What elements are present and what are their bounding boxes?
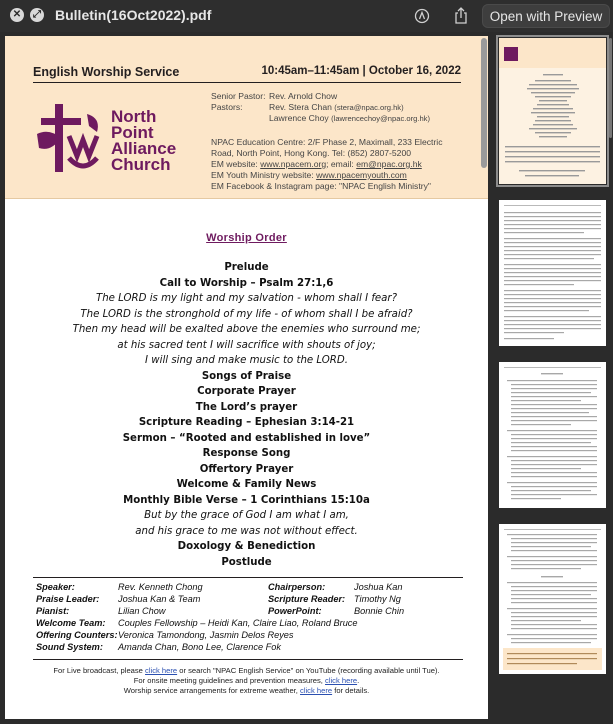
pastor-name: Lawrence Choy xyxy=(269,113,329,123)
broadcast-link[interactable]: click here xyxy=(145,666,178,675)
worship-order-item: Prelude xyxy=(224,262,269,273)
worship-order-item: The Lord’s prayer xyxy=(195,401,298,413)
worship-order-item: Postlude xyxy=(221,556,272,568)
pastor-name: Rev. Stera Chan xyxy=(269,102,332,112)
pastors-block xyxy=(211,91,430,124)
scripture-verse-line: But by the grace of God I am what I am, xyxy=(144,510,349,521)
em-email-link[interactable]: em@npac.org.hk xyxy=(356,159,422,169)
church-name-line: Alliance xyxy=(111,139,177,158)
guidelines-link[interactable]: click here xyxy=(325,676,358,686)
worship-order-list xyxy=(5,260,488,570)
role-value: Bonnie Chin xyxy=(354,606,405,616)
scripture-verse-line: The LORD is the stronghold of my life - of whom shall I be afraid? xyxy=(80,308,413,320)
em-website-line: EM website: www.npacem.org; email: em@npac.org.hk xyxy=(211,159,422,169)
em-website-link[interactable]: www.npacem.org xyxy=(260,159,327,169)
service-time: 10:45am–11:45am | October 16, 2022 xyxy=(261,65,461,77)
worship-order-item: Doxology & Benediction xyxy=(177,541,316,552)
title-bar xyxy=(0,0,613,32)
worship-order-item: Sermon – “Rooted and established in love” xyxy=(122,432,371,444)
thumbnail-content xyxy=(499,200,606,346)
church-info xyxy=(211,137,443,192)
youth-website-line: EM Youth Ministry website: www.npacemyouth.com xyxy=(211,170,407,180)
church-name-line: Point xyxy=(111,123,154,142)
worship-order-item: Scripture Reading – Ephesian 3:14-21 xyxy=(138,417,355,428)
worship-order-item: Call to Worship – Psalm 27:1,6 xyxy=(159,277,334,289)
worship-order-item: Offertory Prayer xyxy=(199,463,294,475)
header-divider xyxy=(33,82,461,83)
worship-order-item: Corporate Prayer xyxy=(197,386,296,397)
youth-website-link[interactable]: www.npacemyouth.com xyxy=(316,170,407,180)
worship-order-item: Welcome & Family News xyxy=(176,479,317,490)
service-title: English Worship Service xyxy=(33,65,180,79)
page-thumbnail-2[interactable] xyxy=(499,200,606,346)
share-icon[interactable] xyxy=(451,6,471,26)
role-label: Speaker: xyxy=(36,582,75,592)
page-thumbnail-4[interactable] xyxy=(499,524,606,674)
scripture-verse-line: Then my head will be exalted above the enemies who surround me; xyxy=(72,324,421,335)
role-value: Timothy Ng xyxy=(354,594,401,604)
worship-order-item: Songs of Praise xyxy=(201,370,292,382)
role-label: Chairperson: xyxy=(268,582,326,592)
church-name-line: North xyxy=(111,107,157,126)
worship-order-item: Response Song xyxy=(202,448,291,459)
worship-order-item: Monthly Bible Verse – 1 Corinthians 15:10a xyxy=(123,494,370,506)
weather-link[interactable]: click here xyxy=(300,686,333,696)
thumbnail-content xyxy=(499,38,606,184)
roles-divider-top xyxy=(33,577,463,578)
thumbnail-scrollbar[interactable] xyxy=(609,38,612,138)
footer-line: Worship service arrangements for extreme weather, click here for details. xyxy=(123,686,370,696)
markup-icon[interactable] xyxy=(412,6,432,26)
fullscreen-icon[interactable]: ⤢ xyxy=(30,8,44,22)
role-label: Praise Leader: xyxy=(36,594,100,604)
page-scrollbar[interactable] xyxy=(481,38,487,168)
scripture-verse-line: I will sing and make music to the LORD. xyxy=(145,355,348,366)
window-title: Bulletin(16Oct2022).pdf xyxy=(55,7,212,23)
role-label: Offering Counters: xyxy=(36,630,118,640)
role-value: Joshua Kan & Team xyxy=(118,594,201,604)
scripture-verse-line: at his sacred tent I will sacrifice with shouts of joy; xyxy=(117,339,376,351)
role-label: Sound System: xyxy=(36,642,103,652)
footer-line: For onsite meeting guidelines and prevention measures, click here. xyxy=(133,676,360,686)
church-name xyxy=(111,109,176,173)
thumbnail-content xyxy=(499,362,606,508)
bulletin-header xyxy=(5,36,488,199)
bulletin-footer xyxy=(5,666,488,697)
facebook-line: EM Facebook & Instagram page: "NPAC English Ministry" xyxy=(211,181,431,191)
pastor-contact: (stera@npac.org.hk) xyxy=(334,103,404,112)
footer-line: For Live broadcast, please click here or search "NPAC English Service" on YouTube (recording available until Tue). xyxy=(53,666,440,675)
pastors-label: Pastors: xyxy=(211,102,243,112)
role-value: Veronica Tamondong, Jasmin Delos Reyes xyxy=(118,630,294,640)
role-value: Amanda Chan, Bono Lee, Clarence Fok xyxy=(118,642,281,652)
role-label: Welcome Team: xyxy=(36,618,106,628)
address-line: NPAC Education Centre: 2/F Phase 2, Maximall, 233 Electric xyxy=(211,137,443,147)
role-value: Rev. Kenneth Chong xyxy=(118,582,203,592)
pastor-contact: (lawrencechoy@npac.org.hk) xyxy=(331,114,430,123)
scripture-verse-line: and his grace to me was not without effect. xyxy=(135,525,358,537)
role-value: Lilian Chow xyxy=(118,606,166,616)
pdf-page xyxy=(5,36,488,719)
worship-order-title: Worship Order xyxy=(206,232,287,244)
open-with-preview-button[interactable]: Open with Preview xyxy=(482,4,610,28)
address-line: Road, North Point, Hong Kong. Tel: (852) 2807-5200 xyxy=(211,148,412,158)
senior-pastor-label: Senior Pastor: xyxy=(211,91,266,101)
page-thumbnail-3[interactable] xyxy=(499,362,606,508)
role-label: Pianist: xyxy=(36,606,70,616)
close-icon[interactable]: ✕ xyxy=(10,8,24,22)
senior-pastor-name: Rev. Arnold Chow xyxy=(269,91,338,101)
church-logo-icon xyxy=(35,104,105,179)
thumbnail-content xyxy=(499,524,606,674)
role-value: Joshua Kan xyxy=(354,582,403,592)
role-value: Couples Fellowship – Heidi Kan, Claire Liao, Roland Bruce xyxy=(118,618,358,628)
page-thumbnail-1[interactable] xyxy=(499,38,606,184)
church-name-line: Church xyxy=(111,155,171,174)
role-label: PowerPoint: xyxy=(268,606,322,616)
roles-divider-bottom xyxy=(33,659,463,660)
scripture-verse-line: The LORD is my light and my salvation - whom shall I fear? xyxy=(95,293,398,304)
role-label: Scripture Reader: xyxy=(268,594,346,604)
